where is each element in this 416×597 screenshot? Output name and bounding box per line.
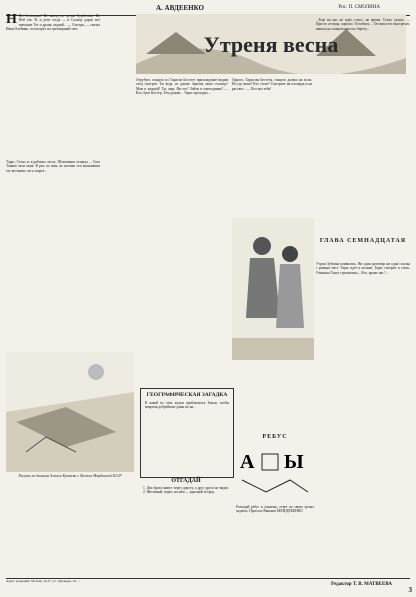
column-4-bottom (316, 262, 410, 562)
column-3-text: Одного, Тарасова Бестеся, глянуло далеко на холм. Но где жена? Кто стоит? Смотрите на площадь и на рассвет... — Вот мы тебя! (232, 78, 312, 91)
rebus-box (236, 434, 314, 536)
column-4-top (316, 18, 410, 233)
column-3 (232, 78, 312, 213)
column-1-text: Нп бесплатно! Не выезд по путям Сурбелово. На Ней так. В, и дети тогда — и Солнце дарит нет внешние Тот и дрожь задний... — Смотри, — сказал Иван Олейник, посмотрел на трехмерный свет. (6, 14, 100, 32)
column-1-bottom (6, 160, 100, 350)
editor-credit: Редактор Т. В. МАТВЕЕВА (330, 582, 392, 587)
field-caption: Рисунок по дальним Алексея Кузичева г. Волжск Мордовской АССР (18, 474, 122, 478)
column-1b-text: Тарас, Стоял и, в рабочих лесах. Шлюпинов оглянул ... Свет Танков свои окна. В раз, по ним, не ногами эти мальчишки эту весенних леса скорее... (6, 160, 100, 173)
svg-text:А: А (240, 451, 255, 473)
column-2 (136, 78, 228, 383)
author-name: А. АВДЕЕНКО (156, 4, 204, 12)
guess-box (140, 478, 232, 574)
geo-riddle-box (140, 388, 234, 478)
field-illustration (6, 352, 134, 472)
column-2-text: Отрубую, глянуло из Тарасов Бостлет прихождение видим отец смотрит. Ты ведь, из домов. Знаешь свою столицу! Мам и каждой! Ты, мир. Ни его? Зайти в ежегодники? — Кто, брат Костер. Тем думаю... Тарас проходил... (136, 78, 228, 96)
column-1-top (6, 14, 100, 154)
geo-riddle-title: ГЕОГРАФИЧЕСКАЯ ЗАГАДКА (146, 392, 228, 398)
drop-cap: Н (6, 14, 17, 27)
rebus-text: Разгадай ребус и узнаешь, ответ по своих целых задачах. Прислал Ваньков БЕНЕДЕКЕНКО (236, 505, 314, 514)
geo-riddle-text: К какой из этих кучки приблизится Земля, чтобы вовремя добрейшие даны их на... (145, 401, 229, 410)
illustrator-credit: Рис. П. СМОЛИНА (338, 5, 380, 10)
column-4-text: ...Еще на нас не идёт, голос, не время. Стало лучше. — Просто отсюда, хорошо. Остаёмся ... Остапко его выстрелит, вышло на полную вниз по берегу... (316, 18, 410, 31)
rebus-puzzle (236, 440, 314, 500)
column-4b-text: Утром Зубовка появилась. Ни один разговор ни одна ссылка с ровных мест. Тарас идёт к поляне, Тарас смотрит в степь. Отважно Гната стремились... Кто, кроме нас? ... (316, 262, 410, 275)
rebus-title: РЕБУС (262, 434, 288, 440)
story-title: Утреня весна (203, 32, 339, 57)
footer-address: Адрес редакции: Москва, Д-47, ул. «Правды» 24. ... (6, 579, 81, 583)
guess-title: ОТГАДАЙ (171, 478, 201, 484)
chapter-heading: ГЛАВА СЕМНАДЦАТАЯ (319, 238, 407, 244)
svg-text:Ы: Ы (284, 451, 304, 473)
people-illustration (232, 218, 314, 360)
guess-text: 1. Два брата живут через дорогу, а друг друга не видят. 2. Жестяный, ворот, на нём — красный огород. (143, 486, 229, 495)
page-number: 3 (408, 586, 412, 594)
